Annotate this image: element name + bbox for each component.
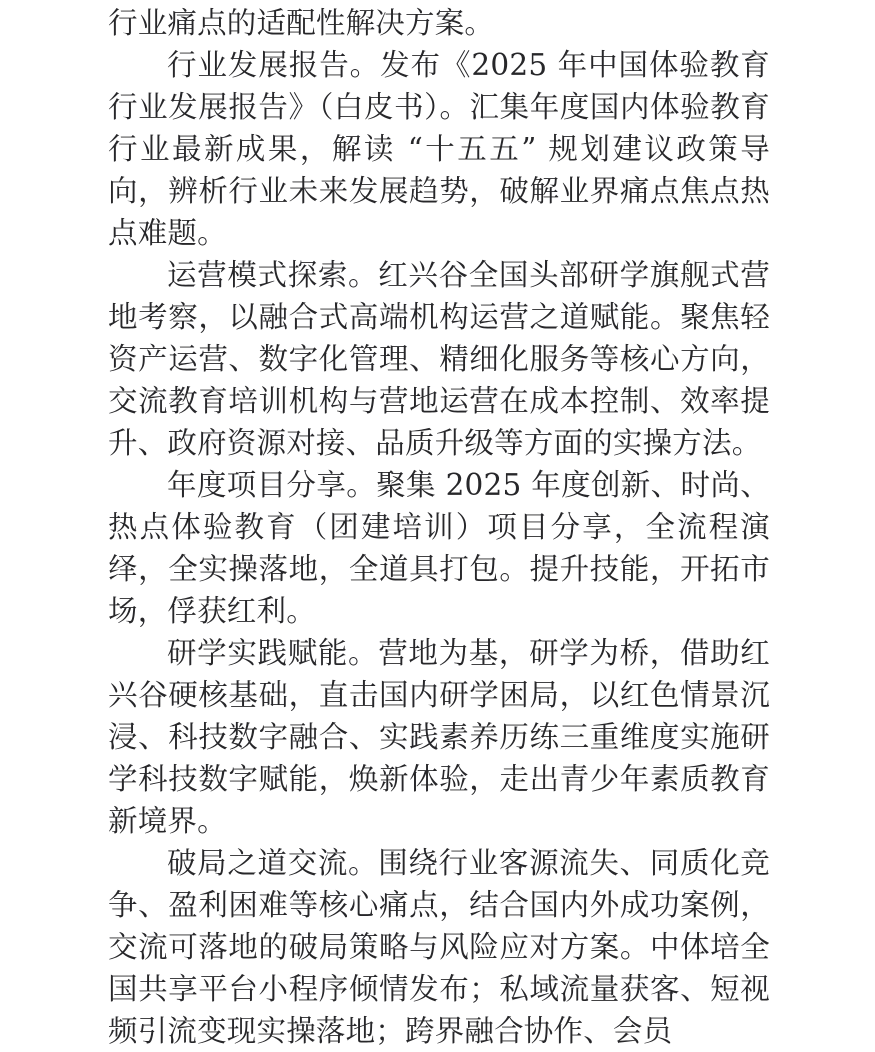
paragraph-industry-report: 行业发展报告。发布《2025 年中国体验教育行业发展报告》（白皮书）。汇集年度国内体验教育行业最新成果，解读 “十五五” 规划建议政策导向，辨析行业未来发展趋势，破解业界痛点焦点热点难题。 [108,48,770,250]
paragraph-continuation: 行业痛点的适配性解决方案。 [108,6,495,40]
paragraph-research-practice: 研学实践赋能。营地为基，研学为桥，借助红兴谷硬核基础，直击国内研学困局，以红色情景沉浸、科技数字融合、实践素养历练三重维度实施研学科技数字赋能，焕新体验，走出青少年素质教育新境界。 [108,636,770,838]
document-text-column [108,2,770,1052]
paragraph-operation-model: 运营模式探索。红兴谷全国头部研学旗舰式营地考察，以融合式高端机构运营之道赋能。聚焦轻资产运营、数字化管理、精细化服务等核心方向，交流教育培训机构与营地运营在成本控制、效率提升、政府资源对接、品质升级等方面的实操方法。 [108,258,770,460]
paragraph-breakthrough-exchange: 破局之道交流。围绕行业客源流失、同质化竞争、盈利困难等核心痛点，结合国内外成功案例，交流可落地的破局策略与风险应对方案。中体培全国共享平台小程序倾情发布；私域流量获客、短视频引流变现实操落地；跨界融合协作、会员 [108,846,770,1048]
paragraph-annual-project-sharing: 年度项目分享。聚集 2025 年度创新、时尚、热点体验教育（团建培训）项目分享，全流程演绎，全实操落地，全道具打包。提升技能，开拓市场，俘获红利。 [108,468,770,628]
